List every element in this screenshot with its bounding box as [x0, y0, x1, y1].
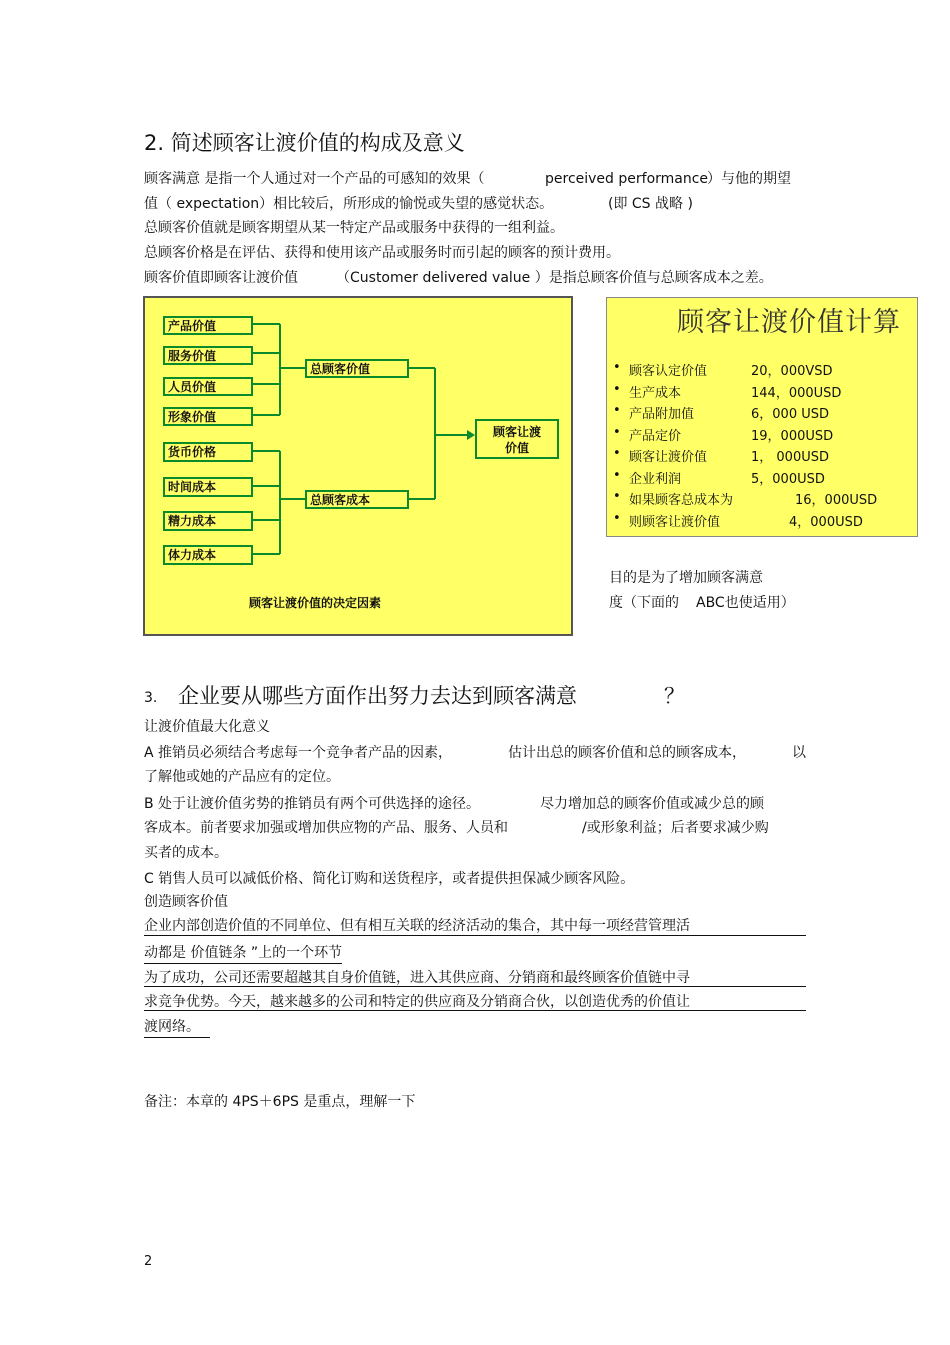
diagram-node: 货币价格 [163, 442, 253, 462]
calc-value: 4，000USD [789, 515, 863, 530]
paragraph-line: 客成本。前者要求加强或增加供应物的产品、服务、人员和 [144, 820, 508, 836]
diagram-total-cost: 总顾客成本 [305, 490, 409, 509]
value-factors-diagram [143, 296, 573, 636]
diagram-node: 精力成本 [163, 511, 253, 531]
calc-row [613, 360, 913, 380]
paragraph-line: 估计出总的顾客价值和总的顾客成本， [508, 745, 746, 761]
section-3-qmark: ？ [664, 684, 685, 708]
diagram-node: 服务价值 [163, 346, 253, 365]
calc-label: 顾客认定价值 [629, 364, 708, 379]
calc-value: 6，000 USD [751, 407, 829, 422]
subheading: 让渡价值最大化意义 [144, 719, 270, 735]
side-note-line: 目的是为了增加顾客满意 [609, 570, 763, 586]
paragraph-line: /或形象利益；后者要求减少购 [582, 820, 769, 836]
calc-row [613, 382, 913, 402]
paragraph-line: （Customer delivered value ）是指总顾客价值与总顾客成本之差。 [336, 270, 773, 286]
calc-label: 产品附加值 [629, 407, 695, 422]
side-note-line: 度（下面的 [609, 595, 679, 611]
diagram-caption: 顾客让渡价值的决定因素 [249, 596, 382, 610]
paragraph-line: ）与他的期望 [707, 171, 791, 187]
bullet-icon: • [613, 489, 621, 504]
section-3-number: 3. [144, 690, 158, 706]
bullet-icon: • [613, 511, 621, 526]
calculation-panel [606, 297, 918, 537]
paragraph-line: B 处于让渡价值劣势的推销员有两个可供选择的途径。 [144, 796, 481, 812]
underlined-line: 企业内部创造价值的不同单位、但有相互关联的经济活动的集合，其中每一项经营管理活 [144, 918, 690, 934]
diagram-node: 人员价值 [163, 377, 253, 396]
underline-rule [144, 986, 806, 987]
bullet-icon: • [613, 468, 621, 483]
calc-row [613, 425, 913, 445]
underlined-line: 为了成功，公司还需要超越其自身价值链，进入其供应商、分销商和最终顾客价值链中寻 [144, 970, 690, 986]
calc-row [613, 489, 913, 509]
underlined-line: 动都是 价值链条 ”上的一个环节 [144, 943, 342, 964]
calc-value: 5，000USD [751, 472, 825, 487]
calc-label: 顾客让渡价值 [629, 450, 708, 465]
bullet-icon: • [613, 382, 621, 397]
paragraph-line: perceived performance [545, 171, 709, 187]
note: 备注：本章的 4PS＋6PS 是重点，理解一下 [144, 1094, 416, 1110]
paragraph-line: 尽力增加总的顾客价值或减少总的顾 [540, 796, 764, 812]
calc-label: 生产成本 [629, 386, 682, 401]
underline-rule [144, 1010, 806, 1011]
calc-value: 20，000VSD [751, 364, 833, 379]
paragraph-line: 了解他或她的产品应有的定位。 [144, 769, 340, 785]
paragraph-line: 顾客价值即顾客让渡价值 [144, 270, 298, 286]
section-3-heading: 企业要从哪些方面作出努力去达到顾客满意 [178, 684, 577, 708]
calc-title: 顾客让渡价值计算 [677, 307, 901, 338]
calc-label: 则顾客让渡价值 [629, 515, 721, 530]
diagram-node: 形象价值 [163, 407, 253, 426]
paragraph-line: 买者的成本。 [144, 845, 228, 861]
calc-value: 1， 000USD [751, 450, 829, 465]
calc-value: 144，000USD [751, 386, 842, 401]
bullet-icon: • [613, 425, 621, 440]
calc-row [613, 468, 913, 488]
calc-row [613, 403, 913, 423]
diagram-node: 体力成本 [163, 545, 253, 565]
paragraph-line: 值（ expectation）相比较后，所形成的愉悦或失望的感觉状态。 [144, 196, 554, 212]
bullet-icon: • [613, 403, 621, 418]
diagram-node: 时间成本 [163, 477, 253, 497]
paragraph-line: A 推销员必须结合考虑每一个竞争者产品的因素， [144, 745, 453, 761]
paragraph-line: 总顾客价值就是顾客期望从某一特定产品或服务中获得的一组利益。 [144, 220, 564, 236]
section-2-heading: 2. 简述顾客让渡价值的构成及意义 [144, 131, 465, 155]
underlined-line: 求竞争优势。今天，越来越多的公司和特定的供应商及分销商合伙，以创造优秀的价值让 [144, 994, 690, 1010]
paragraph-line: 创造顾客价值 [144, 894, 228, 910]
diagram-total-value: 总顾客价值 [305, 359, 409, 378]
paragraph-line: 总顾客价格是在评估、获得和使用该产品或服务时而引起的顾客的预计费用。 [144, 245, 620, 261]
calc-label: 产品定价 [629, 429, 682, 444]
underline-rule [144, 935, 806, 936]
bullet-icon: • [613, 360, 621, 375]
paragraph-line: 顾客满意 是指一个人通过对一个产品的可感知的效果（ [144, 171, 485, 187]
diagram-node: 产品价值 [163, 316, 253, 335]
paragraph-line: C 销售人员可以减低价格、简化订购和送货程序，或者提供担保减少顾客风险。 [144, 871, 635, 887]
calc-row [613, 446, 913, 466]
calc-value: 19，000USD [751, 429, 834, 444]
diagram-result: 顾客让渡价值 [475, 419, 559, 459]
calc-row [613, 511, 913, 531]
page-number: 2 [144, 1254, 153, 1269]
paragraph-line: (即 CS 战略 ) [608, 196, 693, 212]
calc-label: 如果顾客总成本为 [629, 493, 734, 508]
calc-value: 16，000USD [795, 493, 878, 508]
underlined-line: 渡网络。 [144, 1017, 210, 1038]
bullet-icon: • [613, 446, 621, 461]
paragraph-line: 以 [792, 745, 806, 761]
calc-label: 企业利润 [629, 472, 682, 487]
side-note-line: ABC也使适用） [696, 595, 795, 611]
